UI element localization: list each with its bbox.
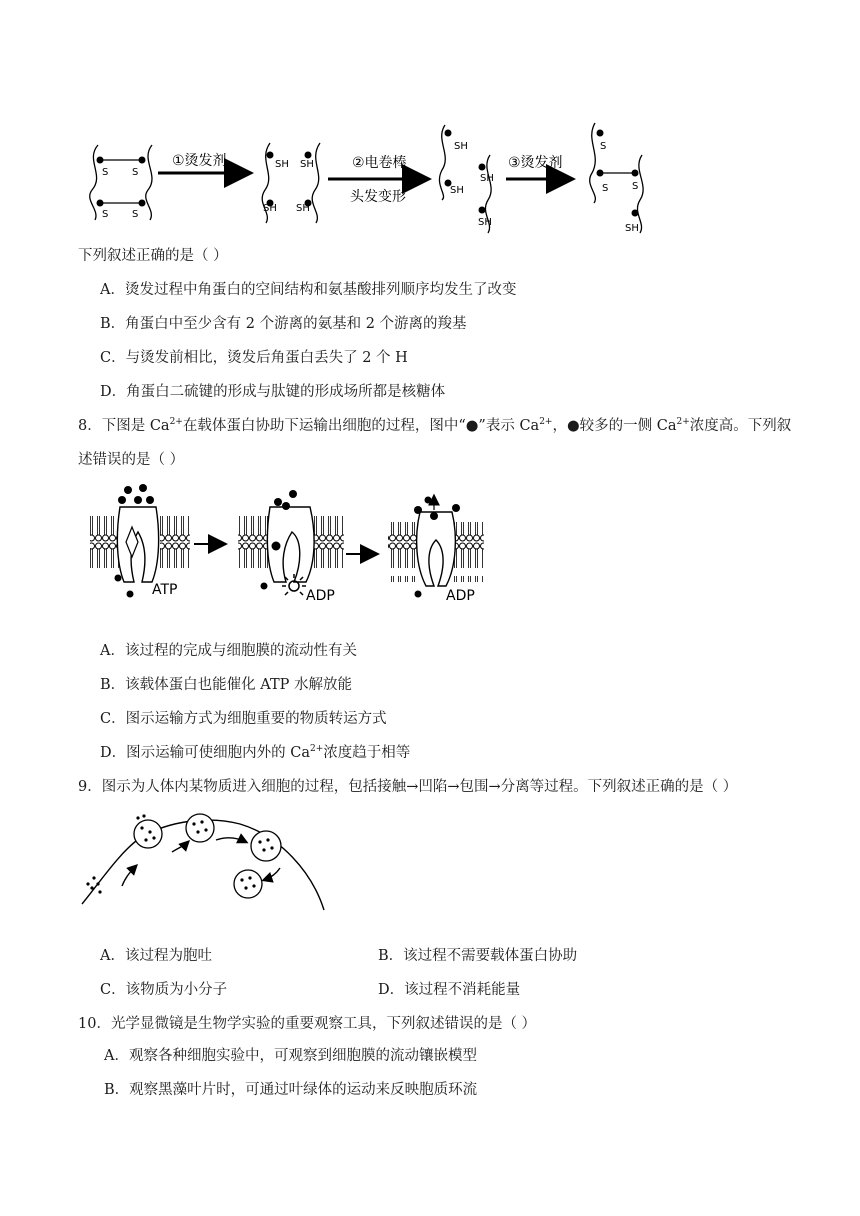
disulfide-s: S xyxy=(132,209,139,220)
step3-label: ③烫发剂 xyxy=(508,155,563,171)
q8-option-b: B．该载体蛋白也能催化 ATP 水解放能 xyxy=(100,677,352,693)
q9-option-c: C．该物质为小分子 xyxy=(100,982,228,998)
q9-stem: 9．图示为人体内某物质进入细胞的过程，包括接触→凹陷→包围→分离等过程。下列叙述正确的是（ ） xyxy=(78,779,738,795)
q7-option-b: B．角蛋白中至少含有 2 个游离的氨基和 2 个游离的羧基 xyxy=(100,316,467,332)
perm-process-figure xyxy=(70,115,670,240)
q8-stem-line2: 述错误的是（ ） xyxy=(78,452,185,468)
sulfhydryl-sh: SH xyxy=(625,223,639,234)
q8-option-d: D．图示运输可使细胞内外的 $Ca^{2+}$浓度趋于相等 xyxy=(100,744,411,761)
disulfide-s: S xyxy=(602,183,609,194)
step2-sublabel: 头发变形 xyxy=(350,189,406,205)
sulfhydryl-sh: SH xyxy=(454,141,468,152)
sulfhydryl-sh: SH xyxy=(480,173,494,184)
q8-option-a: A．该过程的完成与细胞膜的流动性有关 xyxy=(100,643,357,659)
disulfide-s: S xyxy=(632,181,639,192)
sulfhydryl-sh: SH xyxy=(296,203,310,214)
sulfhydryl-sh: SH xyxy=(263,203,277,214)
sulfhydryl-sh: SH xyxy=(275,159,289,170)
disulfide-s: S xyxy=(102,167,109,178)
step2-label: ②电卷棒 xyxy=(352,155,407,171)
endocytosis-figure xyxy=(80,812,330,914)
q9-option-a: A．该过程为胞吐 xyxy=(100,948,212,964)
disulfide-s: S xyxy=(600,141,607,152)
sulfhydryl-sh: SH xyxy=(300,159,314,170)
adp-label-1: ADP xyxy=(306,588,335,604)
sulfhydryl-sh: SH xyxy=(450,185,464,196)
q8-stem: 8．下图是 $Ca^{2+}$在载体蛋白协助下运输出细胞的过程，图中“●”表示 $Ca^{2+}$，●较多的一侧 $Ca^{2+}$浓度高。下列叙 xyxy=(78,417,792,434)
q10-option-a: A．观察各种细胞实验中，可观察到细胞膜的流动镶嵌模型 xyxy=(104,1048,477,1064)
q9-option-d: D．该过程不消耗能量 xyxy=(378,982,521,998)
disulfide-s: S xyxy=(132,167,139,178)
atp-label: ATP xyxy=(152,582,178,598)
q10-option-b: B．观察黑藻叶片时，可通过叶绿体的运动来反映胞质环流 xyxy=(104,1082,478,1098)
calcium-pump-figure xyxy=(88,482,488,607)
disulfide-s: S xyxy=(102,209,109,220)
q7-stem: 下列叙述正确的是（ ） xyxy=(78,248,228,264)
sulfhydryl-sh: SH xyxy=(478,217,492,228)
q7-option-c: C．与烫发前相比，烫发后角蛋白丢失了 2 个 H xyxy=(100,350,408,366)
q7-option-d: D．角蛋白二硫键的形成与肽键的形成场所都是核糖体 xyxy=(100,384,446,400)
q8-option-c: C．图示运输方式为细胞重要的物质转运方式 xyxy=(100,711,387,727)
q7-option-a: A．烫发过程中角蛋白的空间结构和氨基酸排列顺序均发生了改变 xyxy=(100,282,517,298)
step1-label: ①烫发剂 xyxy=(172,153,227,169)
q10-stem: 10．光学显微镜是生物学实验的重要观察工具，下列叙述错误的是（ ） xyxy=(78,1016,537,1032)
adp-label-2: ADP xyxy=(446,588,475,604)
q9-option-b: B．该过程不需要载体蛋白协助 xyxy=(378,948,578,964)
